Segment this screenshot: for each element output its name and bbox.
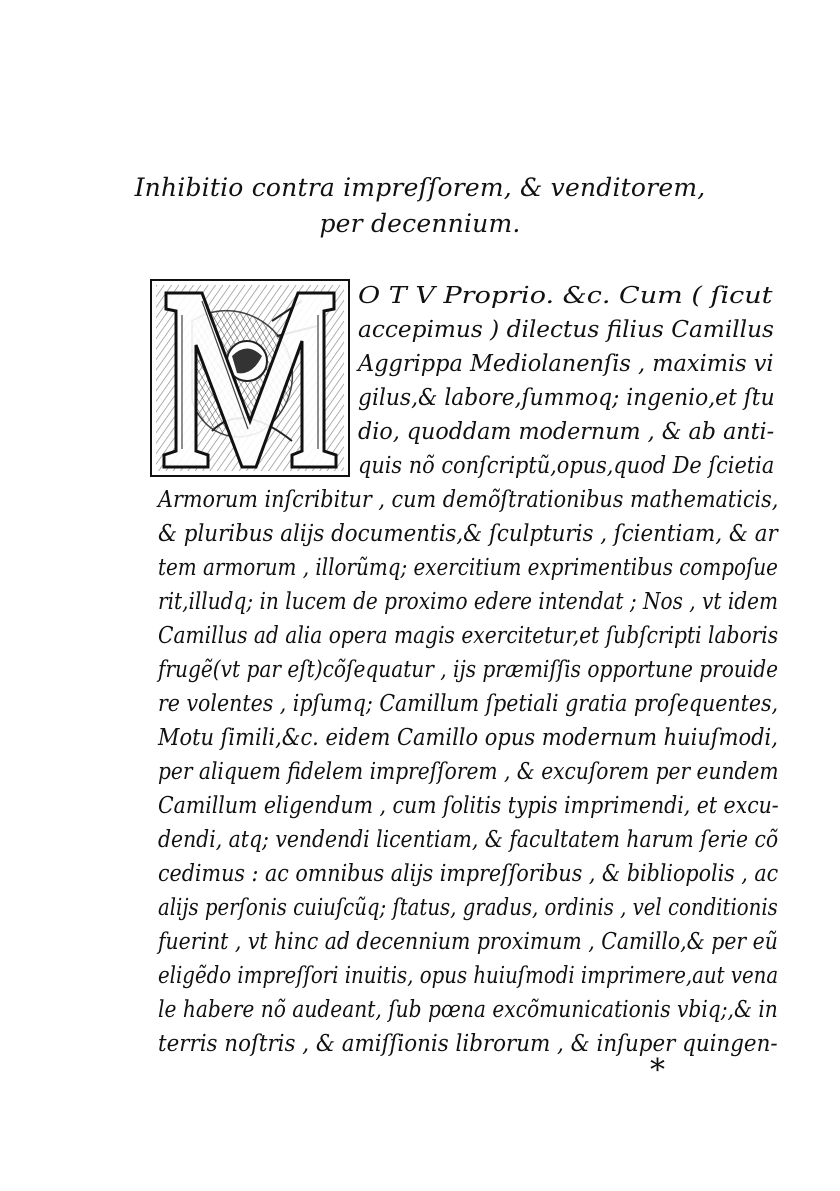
text-line: terris noſtris , & amiſſionis librorum , & inſuper quingen-	[158, 1029, 778, 1057]
text-line: eligẽdo impreſſori inuitis, opus huiuſmodi imprimere,aut vena	[158, 961, 779, 989]
text-line: re volentes , ipſumq; Camillum ſpetiali gratia proſequentes,	[158, 689, 779, 717]
text-line: frugẽ(vt par eſt)cõſequatur , ijs præmiſſis opportune prouide	[158, 655, 779, 683]
text-line: Camillum eligendum , cum ſolitis typis imprimendi, et excu-	[158, 791, 779, 819]
text-line: Camillus ad alia opera magis exercitetur,et ſubſcripti laboris	[158, 621, 779, 649]
text-line: alijs perſonis cuiuſcũq; ſtatus, gradus, ordinis , vel conditionis	[158, 893, 778, 921]
heading-line-1: Inhibitio contra impreſſorem, & venditorem,	[134, 173, 706, 202]
text-line: O T V Proprio. &c. Cum ( ſicut	[358, 281, 773, 309]
heading-line-2: per decennium.	[319, 209, 521, 238]
text-line: cedimus : ac omnibus alijs impreſſoribus , & bibliopolis , ac	[158, 859, 779, 887]
text-line: Motu ſimili,&c. eidem Camillo opus modernum huiuſmodi,	[158, 723, 778, 751]
text-line: rit,illudq; in lucem de proximo edere intendat ; Nos , vt idem	[158, 587, 779, 615]
text-line: Aggrippa Mediolanenſis , maximis vi	[358, 349, 774, 377]
text-line: accepimus ) dilectus filius Camillus	[358, 315, 774, 343]
text-line: & pluribus alijs documentis,& ſculpturis , ſcientiam, & ar	[158, 519, 778, 547]
text-line: tem armorum , illorũmq; exercitium exprimentibus compoſue	[158, 553, 778, 581]
text-line: fuerint , vt hinc ad decennium proximum , Camillo,& per eũ	[158, 927, 778, 955]
text-line: dendi, atq; vendendi licentiam, & facultatem harum ſerie cõ	[158, 825, 779, 853]
text-line: le habere nõ audeant, ſub pœna excõmunicationis vbiq;,& in	[158, 995, 778, 1023]
text-line: Armorum inſcribitur , cum demõſtrationibus mathematicis,	[158, 485, 779, 513]
text-line: per aliquem fidelem impreſſorem , & excuſorem per eundem	[158, 757, 779, 785]
text-line: gilus,& labore,ſummoq; ingenio,et ſtu	[358, 383, 775, 411]
text-line: quis nõ conſcriptũ,opus,quod De ſcietia	[358, 451, 775, 479]
text-line: dio, quoddam modernum , & ab anti-	[358, 417, 775, 445]
catchword-asterisk: *	[650, 1053, 665, 1088]
